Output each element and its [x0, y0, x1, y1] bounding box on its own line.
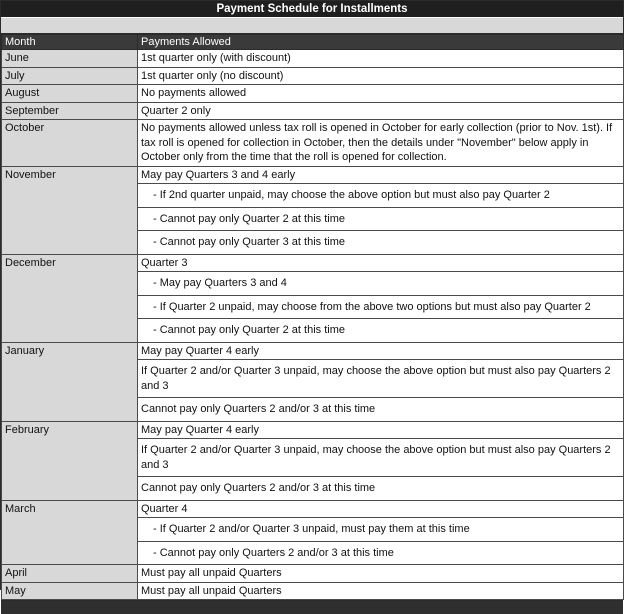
payment-rule-cell: 1st quarter only (no discount)	[138, 67, 624, 85]
schedule-table	[1, 34, 624, 600]
payment-rule-cell: - If Quarter 2 and/or Quarter 3 unpaid, must pay them at this time	[138, 518, 624, 542]
month-cell: July	[2, 67, 138, 85]
table-row	[2, 254, 624, 272]
table-row	[2, 50, 624, 68]
schedule-body	[2, 50, 624, 600]
month-cell: March	[2, 500, 138, 565]
table-row	[2, 120, 624, 167]
table-row	[2, 342, 624, 360]
month-cell: October	[2, 120, 138, 167]
header-spacer	[1, 18, 623, 34]
payment-rule-cell: - Cannot pay only Quarter 2 at this time	[138, 207, 624, 231]
month-cell: December	[2, 254, 138, 342]
month-cell: June	[2, 50, 138, 68]
payment-rule-cell: - Cannot pay only Quarter 3 at this time	[138, 231, 624, 255]
document-title: Payment Schedule for Installments	[1, 1, 623, 18]
table-header-row	[2, 35, 624, 50]
payment-rule-cell: No payments allowed unless tax roll is opened in October for early collection (prior to Nov. 1st). If tax roll is opened for collection in October, then the details under "November" below apply in October only from the time that the roll is opened for collection.	[138, 120, 624, 167]
payment-rule-cell: No payments allowed	[138, 85, 624, 103]
payment-rule-cell: - If 2nd quarter unpaid, may choose the above option but must also pay Quarter 2	[138, 184, 624, 208]
payment-rule-cell: - Cannot pay only Quarter 2 at this time	[138, 319, 624, 343]
month-cell: April	[2, 565, 138, 583]
payment-rule-cell: Must pay all unpaid Quarters	[138, 565, 624, 583]
table-row	[2, 67, 624, 85]
month-cell: January	[2, 342, 138, 421]
column-header-payments: Payments Allowed	[138, 35, 624, 50]
column-header-month: Month	[2, 35, 138, 50]
table-row	[2, 102, 624, 120]
table-row	[2, 565, 624, 583]
month-cell: May	[2, 582, 138, 600]
payment-rule-cell: - May pay Quarters 3 and 4	[138, 272, 624, 296]
month-cell: November	[2, 166, 138, 254]
payment-rule-cell: Quarter 3	[138, 254, 624, 272]
payment-rule-cell: May pay Quarter 4 early	[138, 421, 624, 439]
table-row	[2, 166, 624, 184]
table-row	[2, 85, 624, 103]
payment-rule-cell: - If Quarter 2 unpaid, may choose from the above two options but must also pay Quarter 2	[138, 295, 624, 319]
payment-rule-cell: Must pay all unpaid Quarters	[138, 582, 624, 600]
table-row	[2, 421, 624, 439]
month-cell: September	[2, 102, 138, 120]
payment-rule-cell: Cannot pay only Quarters 2 and/or 3 at this time	[138, 477, 624, 501]
payment-rule-cell: If Quarter 2 and/or Quarter 3 unpaid, may choose the above option but must also pay Quarters 2 and 3	[138, 360, 624, 398]
payment-rule-cell: Cannot pay only Quarters 2 and/or 3 at this time	[138, 398, 624, 422]
payment-rule-cell: 1st quarter only (with discount)	[138, 50, 624, 68]
payment-rule-cell: May pay Quarters 3 and 4 early	[138, 166, 624, 184]
table-row	[2, 500, 624, 518]
payment-rule-cell: Quarter 2 only	[138, 102, 624, 120]
table-footer-bar	[1, 600, 623, 614]
table-row	[2, 582, 624, 600]
payment-rule-cell: Quarter 4	[138, 500, 624, 518]
month-cell: August	[2, 85, 138, 103]
payment-rule-cell: May pay Quarter 4 early	[138, 342, 624, 360]
payment-rule-cell: - Cannot pay only Quarters 2 and/or 3 at this time	[138, 541, 624, 565]
payment-rule-cell: If Quarter 2 and/or Quarter 3 unpaid, may choose the above option but must also pay Quarters 2 and 3	[138, 439, 624, 477]
month-cell: February	[2, 421, 138, 500]
